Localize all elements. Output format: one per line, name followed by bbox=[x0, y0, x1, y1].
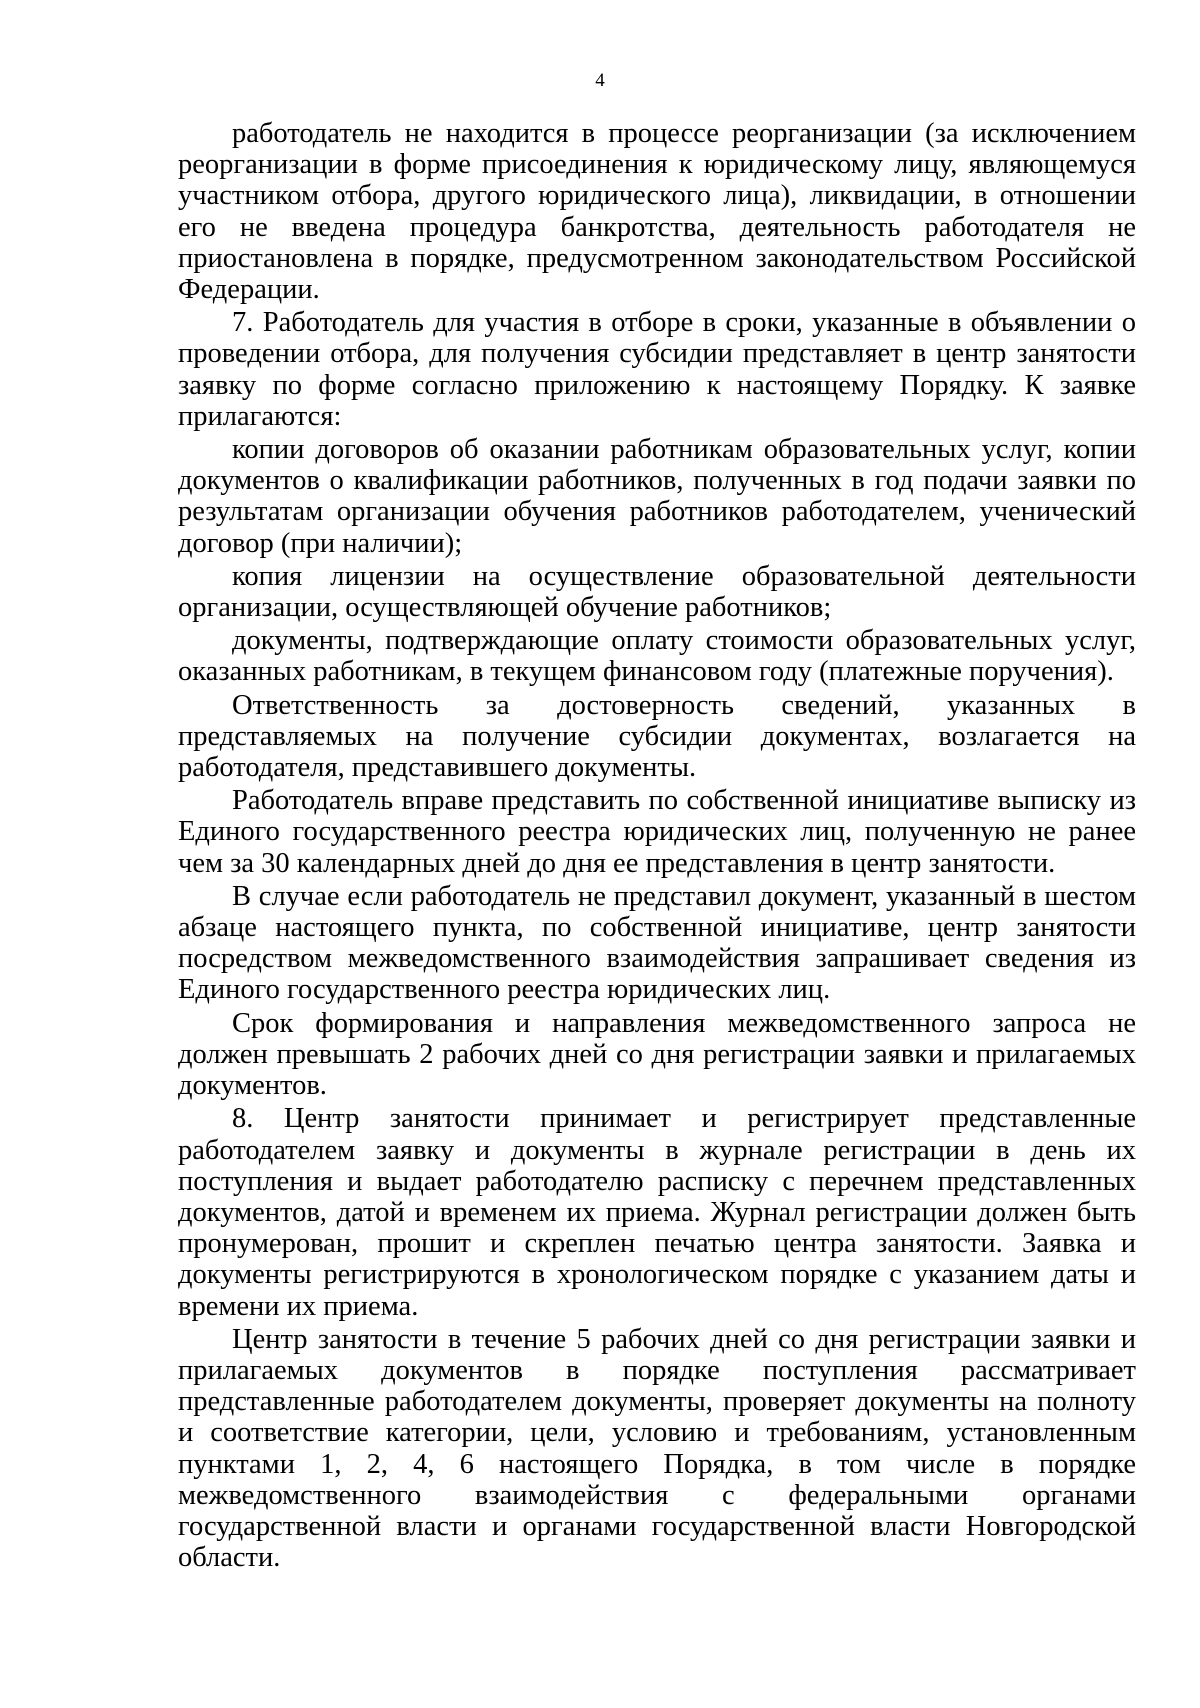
paragraph-registry-extract: Работодатель вправе представить по собственной инициативе выписку из Единого государственного реестра юридических лиц, полученную не ранее чем за 30 календарных дней до дня ее представления в центр занятости. bbox=[178, 785, 1136, 879]
paragraph-review-period: Центр занятости в течение 5 рабочих дней со дня регистрации заявки и прилагаемых документов в порядке поступления рассматривает представленные работодателем документы, проверяет документы на полноту и соответствие категории, цели, условию и требованиям, установленным пунктами 1, 2, 4, 6 настоящего Порядка, в том числе в порядке межведомственного взаимодействия с федеральными органами государственной власти и органами государственной власти Новгородской области. bbox=[178, 1323, 1136, 1574]
page-number: 4 bbox=[595, 70, 605, 91]
paragraph-item-7: 7. Работодатель для участия в отборе в сроки, указанные в объявлении о проведении отбора, для получения субсидии представляет в центр занятости заявку по форме согласно приложению к настоящему Порядку. К заявке прилагаются: bbox=[178, 307, 1136, 432]
document-body bbox=[178, 118, 1136, 1575]
paragraph-license-copy: копия лицензии на осуществление образовательной деятельности организации, осуществляющей обучение работников; bbox=[178, 560, 1136, 624]
paragraph-request-deadline: Срок формирования и направления межведомственного запроса не должен превышать 2 рабочих дней со дня регистрации заявки и прилагаемых документов. bbox=[178, 1007, 1136, 1102]
paragraph-contracts-copies: копии договоров об оказании работникам образовательных услуг, копии документов о квалификации работников, полученных в год подачи заявки по результатам организации обучения работников работодателем, ученический договор (при наличии); bbox=[178, 434, 1136, 559]
paragraph-reorganization-condition: работодатель не находится в процессе реорганизации (за исключением реорганизации в форме присоединения к юридическому лицу, являющемуся участником отбора, другого юридического лица), ликвидации, в отношении его не введена процедура банкротства, деятельность работодателя не приостановлена в порядке, предусмотренном законодательством Российской Федерации. bbox=[178, 118, 1136, 306]
paragraph-item-8: 8. Центр занятости принимает и регистрирует представленные работодателем заявку и документы в журнале регистрации в день их поступления и выдает работодателю расписку с перечнем представленных документов, датой и временем их приема. Журнал регистрации должен быть пронумерован, прошит и скреплен печатью центра занятости. Заявка и документы регистрируются в хронологическом порядке с указанием даты и времени их приема. bbox=[178, 1103, 1136, 1322]
paragraph-payment-documents: документы, подтверждающие оплату стоимости образовательных услуг, оказанных работникам, в текущем финансовом году (платежные поручения). bbox=[178, 625, 1136, 688]
paragraph-interagency-request: В случае если работодатель не представил документ, указанный в шестом абзаце настоящего пункта, по собственной инициативе, центр занятости посредством межведомственного взаимодействия запрашивает сведения из Единого государственного реестра юридических лиц. bbox=[178, 880, 1136, 1006]
paragraph-responsibility: Ответственность за достоверность сведений, указанных в представляемых на получение субсидии документах, возлагается на работодателя, представившего документы. bbox=[178, 689, 1136, 784]
